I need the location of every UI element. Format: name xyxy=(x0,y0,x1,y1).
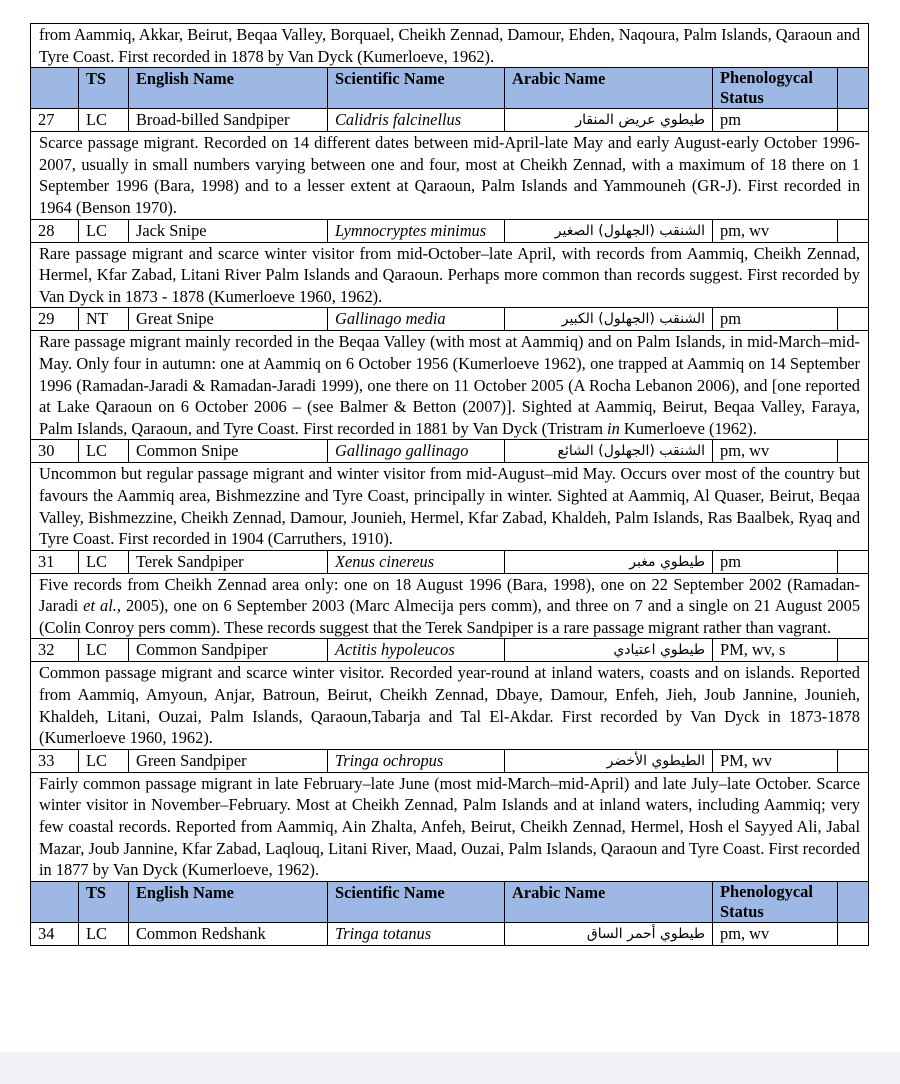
description-fragment: from Aammiq, Akkar, Beirut, Beqaa Valley, Borquael, Cheikh Zennad, Damour, Ehden, Naqoura, Palm Islands, Qaraoun and Tyre Coast. First recorded in 1878 by Van Dyck (Kumerloeve, 1962). xyxy=(31,24,869,68)
arabic-name: طيطوي عريض المنقار xyxy=(505,109,713,132)
description-text: 2005), one on 6 September 2003 (Marc Almecija pers comm), and three on 7 and a single on 21 August 2005 (Colin Conroy pers comm). These records suggest that the Terek Sandpiper is a rare passage migrant rather than vagrant. xyxy=(39,596,861,637)
species-row xyxy=(31,550,869,573)
phenological-status: PM, wv xyxy=(713,749,838,772)
blank-cell xyxy=(838,219,869,242)
species-description: Scarce passage migrant. Recorded on 14 different dates between mid-April-late May and early August-early October 1996-2007, usually in small numbers varying between one and four, most at Cheikh Zennad, with a maximum of 18 there on 1 September 1996 (Bara, 1998) and to a lesser extent at Qaraoun, Palm Islands and Yammouneh (GR-J). First recorded in 1964 (Benson 1970). xyxy=(31,132,869,219)
header-english-name: English Name xyxy=(129,881,328,922)
scientific-name: Tringa totanus xyxy=(328,922,505,945)
header-row xyxy=(31,68,869,109)
blank-cell xyxy=(838,922,869,945)
scientific-name: Gallinago gallinago xyxy=(328,440,505,463)
species-row xyxy=(31,440,869,463)
phenological-status: pm, wv xyxy=(713,440,838,463)
scientific-name: Calidris falcinellus xyxy=(328,109,505,132)
description-italic: in xyxy=(607,418,620,438)
arabic-name: الطيطوي الأخضر xyxy=(505,749,713,772)
text-row xyxy=(31,24,869,68)
description-italic: et al., xyxy=(83,596,121,616)
english-name: Jack Snipe xyxy=(129,219,328,242)
species-row xyxy=(31,922,869,945)
species-row xyxy=(31,219,869,242)
text-row xyxy=(31,242,869,308)
threat-status: LC xyxy=(79,922,129,945)
species-number: 31 xyxy=(31,550,79,573)
blank-cell xyxy=(838,308,869,331)
text-row xyxy=(31,772,869,881)
species-row xyxy=(31,308,869,331)
phenological-status: pm xyxy=(713,550,838,573)
arabic-name: طيطوي اعتيادي xyxy=(505,639,713,662)
header-phenological-status: Phenologycal Status xyxy=(713,881,838,922)
text-row xyxy=(31,463,869,550)
arabic-name: الشنقب (الجهلول) الصغير xyxy=(505,219,713,242)
english-name: Common Sandpiper xyxy=(129,639,328,662)
scientific-name: Actitis hypoleucos xyxy=(328,639,505,662)
threat-status: LC xyxy=(79,550,129,573)
threat-status: LC xyxy=(79,440,129,463)
species-description: Rare passage migrant and scarce winter visitor from mid-October–late April, with records from Aammiq, Cheikh Zennad, Hermel, Kfar Zabad, Litani River Palm Islands and Qaraoun. Perhaps more common than records suggest. First recorded by Van Dyck in 1873 - 1878 (Kumerloeve 1960, 1962). xyxy=(31,242,869,308)
text-row xyxy=(31,662,869,749)
scientific-name: Gallinago media xyxy=(328,308,505,331)
species-description xyxy=(31,573,869,639)
english-name: Common Redshank xyxy=(129,922,328,945)
species-table xyxy=(30,23,869,946)
english-name: Green Sandpiper xyxy=(129,749,328,772)
species-description: Fairly common passage migrant in late February–late June (most mid-March–mid-April) and late July–late October. Scarce winter visitor in November–February. Most at Cheikh Zennad, Palm Islands and at inland waters, including Aammiq; very few coastal records. Reported from Aammiq, Ain Zhalta, Anfeh, Beirut, Cheikh Zennad, Hermel, Hosh el Sayyed Ali, Jabal Mazar, Joub Jannine, Kfar Zabad, Laqlouq, Litani River, Maad, Ouzai, Palm Islands, Qaraoun and Tyre Coast. First recorded in 1877 by Van Dyck (Kumerloeve, 1962). xyxy=(31,772,869,881)
phenological-status: pm, wv xyxy=(713,219,838,242)
header-blank-cell xyxy=(838,68,869,109)
species-number: 29 xyxy=(31,308,79,331)
description-text: Rare passage migrant mainly recorded in the Beqaa Valley (with most at Aammiq) and on Palm Islands, in mid-March–mid-May. Only four in autumn: one at Aammiq on 6 October 1956 (Kumerloeve 1962), one trapped at Aammiq on 14 September 1996 (Ramadan-Jaradi & Ramadan-Jaradi 1999), one there on 11 October 2005 (A Rocha Lebanon 2006), and [one reported at Lake Qaraoun on 6 October 2006 – (see Balmer & Betton (2007)]. Sighted at Aammiq, Beirut, Beqaa Valley, Faraya, Palm Islands, Qaraoun, and Tyre Coast. First recorded in 1881 by Van Dyck (Tristram xyxy=(39,332,861,438)
species-row xyxy=(31,749,869,772)
threat-status: LC xyxy=(79,219,129,242)
species-number: 28 xyxy=(31,219,79,242)
threat-status: LC xyxy=(79,749,129,772)
threat-status: LC xyxy=(79,109,129,132)
blank-cell xyxy=(838,550,869,573)
arabic-name: طيطوي مغبر xyxy=(505,550,713,573)
arabic-name: طيطوي أحمر الساق xyxy=(505,922,713,945)
phenological-status: pm xyxy=(713,308,838,331)
header-arabic-name: Arabic Name xyxy=(505,68,713,109)
species-number: 34 xyxy=(31,922,79,945)
phenological-status: pm xyxy=(713,109,838,132)
header-blank-cell xyxy=(838,881,869,922)
header-phenological-status: Phenologycal Status xyxy=(713,68,838,109)
threat-status: LC xyxy=(79,639,129,662)
header-english-name: English Name xyxy=(129,68,328,109)
description-text: Five records from Cheikh Zennad area only: one on 18 August 1996 (Bara, 1998), one on 22 September 2002 (Ramadan-Jaradi xyxy=(39,574,861,616)
phenological-status: PM, wv, s xyxy=(713,639,838,662)
text-row xyxy=(31,331,869,440)
species-number: 27 xyxy=(31,109,79,132)
text-row xyxy=(31,132,869,219)
blank-cell xyxy=(838,639,869,662)
header-ts: TS xyxy=(79,68,129,109)
header-scientific-name: Scientific Name xyxy=(328,68,505,109)
blank-cell xyxy=(838,440,869,463)
blank-cell xyxy=(838,109,869,132)
blank-cell xyxy=(838,749,869,772)
english-name: Common Snipe xyxy=(129,440,328,463)
header-blank-cell xyxy=(31,881,79,922)
threat-status: NT xyxy=(79,308,129,331)
header-ts: TS xyxy=(79,881,129,922)
arabic-name: الشنقب (الجهلول) الشائع xyxy=(505,440,713,463)
english-name: Terek Sandpiper xyxy=(129,550,328,573)
english-name: Broad-billed Sandpiper xyxy=(129,109,328,132)
text-row xyxy=(31,573,869,639)
header-arabic-name: Arabic Name xyxy=(505,881,713,922)
scientific-name: Xenus cinereus xyxy=(328,550,505,573)
species-number: 30 xyxy=(31,440,79,463)
species-description: Uncommon but regular passage migrant and winter visitor from mid-August–mid May. Occurs over most of the country but favours the Aammiq area, Bishmezzine and Tyre Coast, principally in winter. Sighted at Aammiq, Al Quaser, Beirut, Beqaa Valley, Bishmezzine, Cheikh Zennad, Damour, Jounieh, Hermel, Kfar Zabad, Khaldeh, Palm Islands, Ras Baalbek, Ryaq and Tyre Coast. First recorded in 1904 (Carruthers, 1910). xyxy=(31,463,869,550)
arabic-name: الشنقب (الجهلول) الكبير xyxy=(505,308,713,331)
description-text: Kumerloeve (1962). xyxy=(619,418,757,438)
species-row xyxy=(31,109,869,132)
species-row xyxy=(31,639,869,662)
header-blank-cell xyxy=(31,68,79,109)
species-number: 33 xyxy=(31,749,79,772)
english-name: Great Snipe xyxy=(129,308,328,331)
scientific-name: Lymnocryptes minimus xyxy=(328,219,505,242)
species-description xyxy=(31,331,869,440)
species-number: 32 xyxy=(31,639,79,662)
header-scientific-name: Scientific Name xyxy=(328,881,505,922)
scientific-name: Tringa ochropus xyxy=(328,749,505,772)
header-row xyxy=(31,881,869,922)
phenological-status: pm, wv xyxy=(713,922,838,945)
species-description: Common passage migrant and scarce winter visitor. Recorded year-round at inland waters, coasts and on islands. Reported from Aammiq, Amyoun, Anjar, Batroun, Beirut, Cheikh Zennad, Dbaye, Damour, Enfeh, Jieh, Joub Jannine, Jounieh, Khaldeh, Litani, Ouzai, Palm Islands, Qaraoun,Tabarja and Tal El-Akdar. First recorded by Van Dyck in 1873-1878 (Kumerloeve 1960, 1962). xyxy=(31,662,869,749)
